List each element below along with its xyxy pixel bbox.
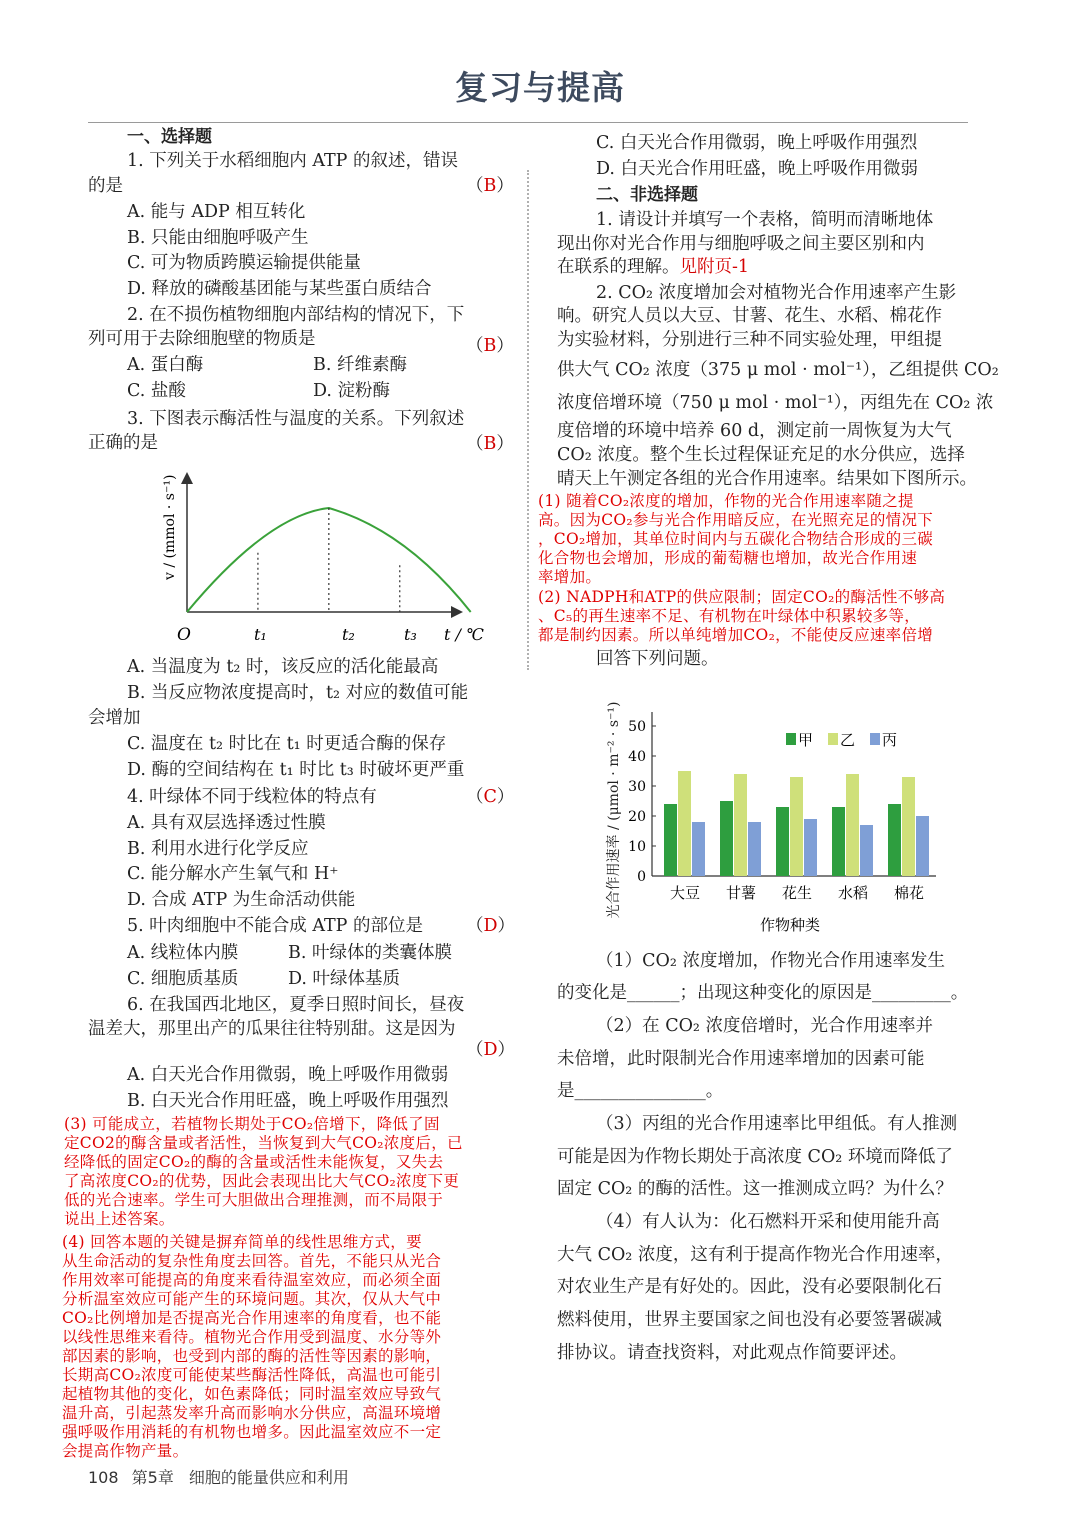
- handwritten-answer-4: (4) 回答本题的关键是摒弃简单的线性思维方式，要 从生命活动的复杂性角度去回答。首先，不能只从光合 作用效率可能提高的角度来看待温室效应，而必须全面 分析温室效应可能产生的环境问题。其次，仅从大气中 CO₂比例增加是否提高光合作用速率的角度看，也不能 以线性思维来看待。植物光合作用受到温度、水分等外 部因素的影响，也受到内部的酶的活性等因素的影响， 长期高CO₂浓度可能使某些酶活性降低，高温也可能引 起植物其他的变化，如色素降低；同时温室效应导致气 温升高，引起蒸发率升高而影响水分供应，高温环境增 强呼吸作用消耗的有机物也增多。因此温室效应不一定 会提高作物产量。: [62, 1233, 442, 1460]
- n1-reference: 见附页-1: [679, 257, 750, 277]
- answer-prompt: 回答下列问题。: [596, 649, 719, 669]
- bar-category-label: 棉花: [893, 884, 925, 902]
- q1-option-b: B. 只能由细胞呼吸产生: [127, 228, 309, 248]
- q4-stem: 4. 叶绿体不同于线粒体的特点有: [127, 787, 377, 807]
- q1-option-c: C. 可为物质跨膜运输提供能量: [127, 253, 361, 273]
- q6-answer: （D）: [466, 1040, 516, 1060]
- bar-ytick-label: 20: [628, 809, 646, 825]
- bar-x-label: 作物种类: [760, 916, 821, 934]
- q2-option-d: D. 淀粉酶: [313, 381, 391, 401]
- legend-swatch-丙: [870, 733, 880, 745]
- p3-line2: 可能是因为作物长期处于高浓度 CO₂ 环境而降低了: [557, 1147, 953, 1167]
- bar-category-label: 水稻: [837, 884, 869, 902]
- q6-option-a: A. 白天光合作用微弱，晚上呼吸作用微弱: [127, 1065, 449, 1085]
- bar-y-label-wrap: [574, 688, 664, 938]
- q3-answer: （B）: [466, 434, 514, 454]
- bar-花生-甲: [776, 807, 789, 876]
- enzyme-tick-t1: t₁: [254, 625, 267, 644]
- p1-line1: （1）CO₂ 浓度增加，作物光合作用速率发生: [596, 951, 945, 971]
- n2-line8: 晴天上午测定各组的光合作用速率。结果如下图所示。: [557, 469, 977, 489]
- bar-category-label: 花生: [781, 884, 813, 902]
- handwritten-answer-3: (3) 可能成立，若植物长期处于CO₂倍增下，降低了固 定CO2的酶含量或者活性，当恢复到大气CO₂浓度后，已 经降低的固定CO₂的酶的含量或活性未能恢复，又失去 了高浓度CO₂的优势，因此会表现出比大气CO₂浓度下更 低的光合速率。学生可大胆做出合理推测，而不局限于 说出上述答案。: [64, 1115, 463, 1228]
- n1-line3: 在联系的理解。见附页-1: [557, 257, 750, 277]
- n2-line3: 为实验材料，分别进行三种不同实验处理，甲组提: [557, 330, 942, 350]
- enzyme-tick-t3: t₃: [404, 625, 417, 644]
- q5-option-a: A. 线粒体内膜: [127, 943, 239, 963]
- q1-option-a: A. 能与 ADP 相互转化: [127, 202, 306, 222]
- bar-category-label: 甘薯: [725, 884, 757, 902]
- bar-花生-乙: [790, 777, 803, 876]
- p2-line2: 未倍增，此时限制光合作用速率增加的因素可能: [557, 1049, 925, 1069]
- q1-option-d: D. 释放的磷酸基团能与某些蛋白质结合: [127, 279, 432, 299]
- page-title: 复习与提高: [455, 68, 625, 107]
- bar-水稻-丙: [860, 825, 873, 876]
- enzyme-tick-t2: t₂: [342, 625, 355, 644]
- q4-option-a: A. 具有双层选择透过性膜: [127, 813, 326, 833]
- enzyme-origin-label: O: [177, 625, 191, 645]
- enzyme-activity-chart: [150, 468, 500, 650]
- p4-line4: 燃料使用，世界主要国家之间也没有必要签署碳减: [557, 1310, 942, 1330]
- section-heading-nonchoice: 二、非选择题: [596, 185, 698, 205]
- q1-answer: （B）: [466, 176, 514, 196]
- bar-花生-丙: [804, 819, 817, 876]
- chapter-title: 细胞的能量供应和利用: [188, 1468, 349, 1487]
- column-divider: [527, 170, 529, 670]
- n2-line1: 2. CO₂ 浓度增加会对植物光合作用速率产生影: [596, 283, 957, 303]
- bar-棉花-甲: [888, 804, 901, 876]
- bar-水稻-甲: [832, 807, 845, 876]
- q2-stem-line1: 2. 在不损伤植物细胞内部结构的情况下，下: [127, 305, 465, 325]
- q6-option-c: C. 白天光合作用微弱，晚上呼吸作用强烈: [596, 133, 918, 153]
- q3-option-a: A. 当温度为 t₂ 时，该反应的活化能最高: [127, 657, 439, 677]
- n2-line5: 浓度倍增环境（750 μ mol · mol⁻¹），丙组先在 CO₂ 浓: [557, 393, 994, 413]
- q4-answer: （C）: [466, 787, 515, 807]
- title-rule: [88, 122, 968, 123]
- q3-stem-line2: 正确的是: [88, 433, 158, 453]
- q5-option-d: D. 叶绿体基质: [288, 969, 401, 989]
- q2-answer: （B）: [466, 336, 514, 356]
- bar-甘薯-丙: [748, 822, 761, 876]
- p1-line2: 的变化是______；出现这种变化的原因是_________。: [557, 983, 969, 1003]
- q3-option-b-cont: 会增加: [88, 708, 141, 728]
- q4-option-c: C. 能分解水产生氧气和 H⁺: [127, 864, 339, 884]
- q4-option-b: B. 利用水进行化学反应: [127, 839, 309, 859]
- bar-水稻-乙: [846, 774, 859, 876]
- q1-stem-line1: 1. 下列关于水稻细胞内 ATP 的叙述，错误: [127, 151, 459, 171]
- p4-line5: 排协议。请查找资料，对此观点作简要评述。: [557, 1343, 907, 1363]
- enzyme-x-label: t / ℃: [444, 625, 484, 644]
- n1-line1: 1. 请设计并填写一个表格，简明而清晰地体: [596, 210, 934, 230]
- bar-棉花-乙: [902, 777, 915, 876]
- bar-大豆-乙: [678, 771, 691, 876]
- q2-option-a: A. 蛋白酶: [127, 355, 204, 375]
- handwritten-answer-1: (1) 随着CO₂浓度的增加，作物的光合作用速率随之提 高。因为CO₂参与光合作用暗反应，在光照充足的情况下 ，CO₂增加，其单位时间内与五碳化合物结合形成的三碳 化合物也会增加，形成的葡萄糖也增加，故光合作用速 率增加。: [538, 492, 934, 586]
- enzyme-y-label: v / (mmol · s⁻¹): [162, 474, 178, 580]
- bar-ytick-label: 40: [628, 749, 646, 765]
- bar-y-label: 光合作用速率 / (μmol · m⁻² · s⁻¹): [606, 701, 622, 919]
- bar-ytick-label: 50: [628, 719, 646, 735]
- n2-line7: CO₂ 浓度。整个生长过程保证充足的水分供应，选择: [557, 445, 965, 465]
- q6-stem-line1: 6. 在我国西北地区，夏季日照时间长，昼夜: [127, 995, 465, 1015]
- p4-line3: 对农业生产是有好处的。因此，没有必要限制化石: [557, 1277, 942, 1297]
- q3-option-d: D. 酶的空间结构在 t₁ 时比 t₃ 时破坏更严重: [127, 760, 465, 780]
- chapter-number: 第5章: [131, 1468, 174, 1487]
- p4-line1: （4）有人认为：化石燃料开采和使用能升高: [596, 1212, 940, 1232]
- q3-option-c: C. 温度在 t₂ 时比在 t₁ 时更适合酶的保存: [127, 734, 447, 754]
- n2-line2: 响。研究人员以大豆、甘薯、花生、水稻、棉花作: [557, 306, 942, 326]
- q1-stem-line2: 的是: [88, 176, 123, 196]
- bar-大豆-甲: [664, 804, 677, 876]
- q6-option-d: D. 白天光合作用旺盛，晚上呼吸作用微弱: [596, 159, 919, 179]
- bar-category-label: 大豆: [669, 884, 701, 902]
- legend-swatch-甲: [786, 733, 796, 745]
- n1-line2: 现出你对光合作用与细胞呼吸之间主要区别和内: [557, 234, 925, 254]
- q5-stem: 5. 叶肉细胞中不能合成 ATP 的部位是: [127, 916, 424, 936]
- bar-棉花-丙: [916, 816, 929, 876]
- q5-option-b: B. 叶绿体的类囊体膜: [288, 943, 452, 963]
- bar-ytick-label: 10: [628, 839, 646, 855]
- bar-甘薯-乙: [734, 774, 747, 876]
- n2-line6: 度倍增的环境中培养 60 d，测定前一周恢复为大气: [557, 421, 952, 441]
- q3-stem-line1: 3. 下图表示酶活性与温度的关系。下列叙述: [127, 409, 465, 429]
- p4-line2: 大气 CO₂ 浓度，这有利于提高作物光合作用速率，: [557, 1245, 953, 1265]
- bar-大豆-丙: [692, 822, 705, 876]
- page-footer: [88, 1465, 349, 1488]
- bar-甘薯-甲: [720, 801, 733, 876]
- q3-option-b: B. 当反应物浓度提高时，t₂ 对应的数值可能: [127, 683, 469, 703]
- legend-swatch-乙: [828, 733, 838, 745]
- q2-option-c: C. 盐酸: [127, 381, 186, 401]
- q2-stem-line2: 列可用于去除细胞壁的物质是: [88, 329, 316, 349]
- q6-stem-line2: 温差大，那里出产的瓜果往往特别甜。这是因为: [88, 1019, 456, 1039]
- q4-option-d: D. 合成 ATP 为生命活动供能: [127, 890, 356, 910]
- p2-line1: （2）在 CO₂ 浓度倍增时，光合作用速率并: [596, 1016, 934, 1036]
- section-heading-choice: 一、选择题: [127, 127, 212, 147]
- legend-label-甲: 甲: [798, 731, 814, 749]
- legend-label-乙: 乙: [840, 731, 856, 749]
- p2-line3: 是_______________。: [557, 1081, 724, 1101]
- page-number: 108: [88, 1468, 119, 1487]
- q6-option-b: B. 白天光合作用旺盛，晚上呼吸作用强烈: [127, 1091, 449, 1111]
- p3-line1: （3）丙组的光合作用速率比甲组低。有人推测: [596, 1114, 958, 1134]
- bar-ytick-label: 0: [637, 869, 646, 885]
- p3-line3: 固定 CO₂ 的酶的活性。这一推测成立吗？为什么？: [557, 1179, 953, 1199]
- legend-label-丙: 丙: [882, 731, 898, 749]
- q5-option-c: C. 细胞质基质: [127, 969, 239, 989]
- q2-option-b: B. 纤维素酶: [313, 355, 407, 375]
- bar-ytick-label: 30: [628, 779, 646, 795]
- q5-answer: （D）: [466, 916, 516, 936]
- handwritten-answer-2: (2) NADPH和ATP的供应限制；固定CO₂的酶活性不够高 、C₅的再生速率不足、有机物在叶绿体中积累较多等， 都是制约因素。所以单纯增加CO₂，不能使反应速率倍增: [538, 588, 946, 644]
- n2-line4: 供大气 CO₂ 浓度（375 μ mol · mol⁻¹），乙组提供 CO₂: [557, 360, 999, 380]
